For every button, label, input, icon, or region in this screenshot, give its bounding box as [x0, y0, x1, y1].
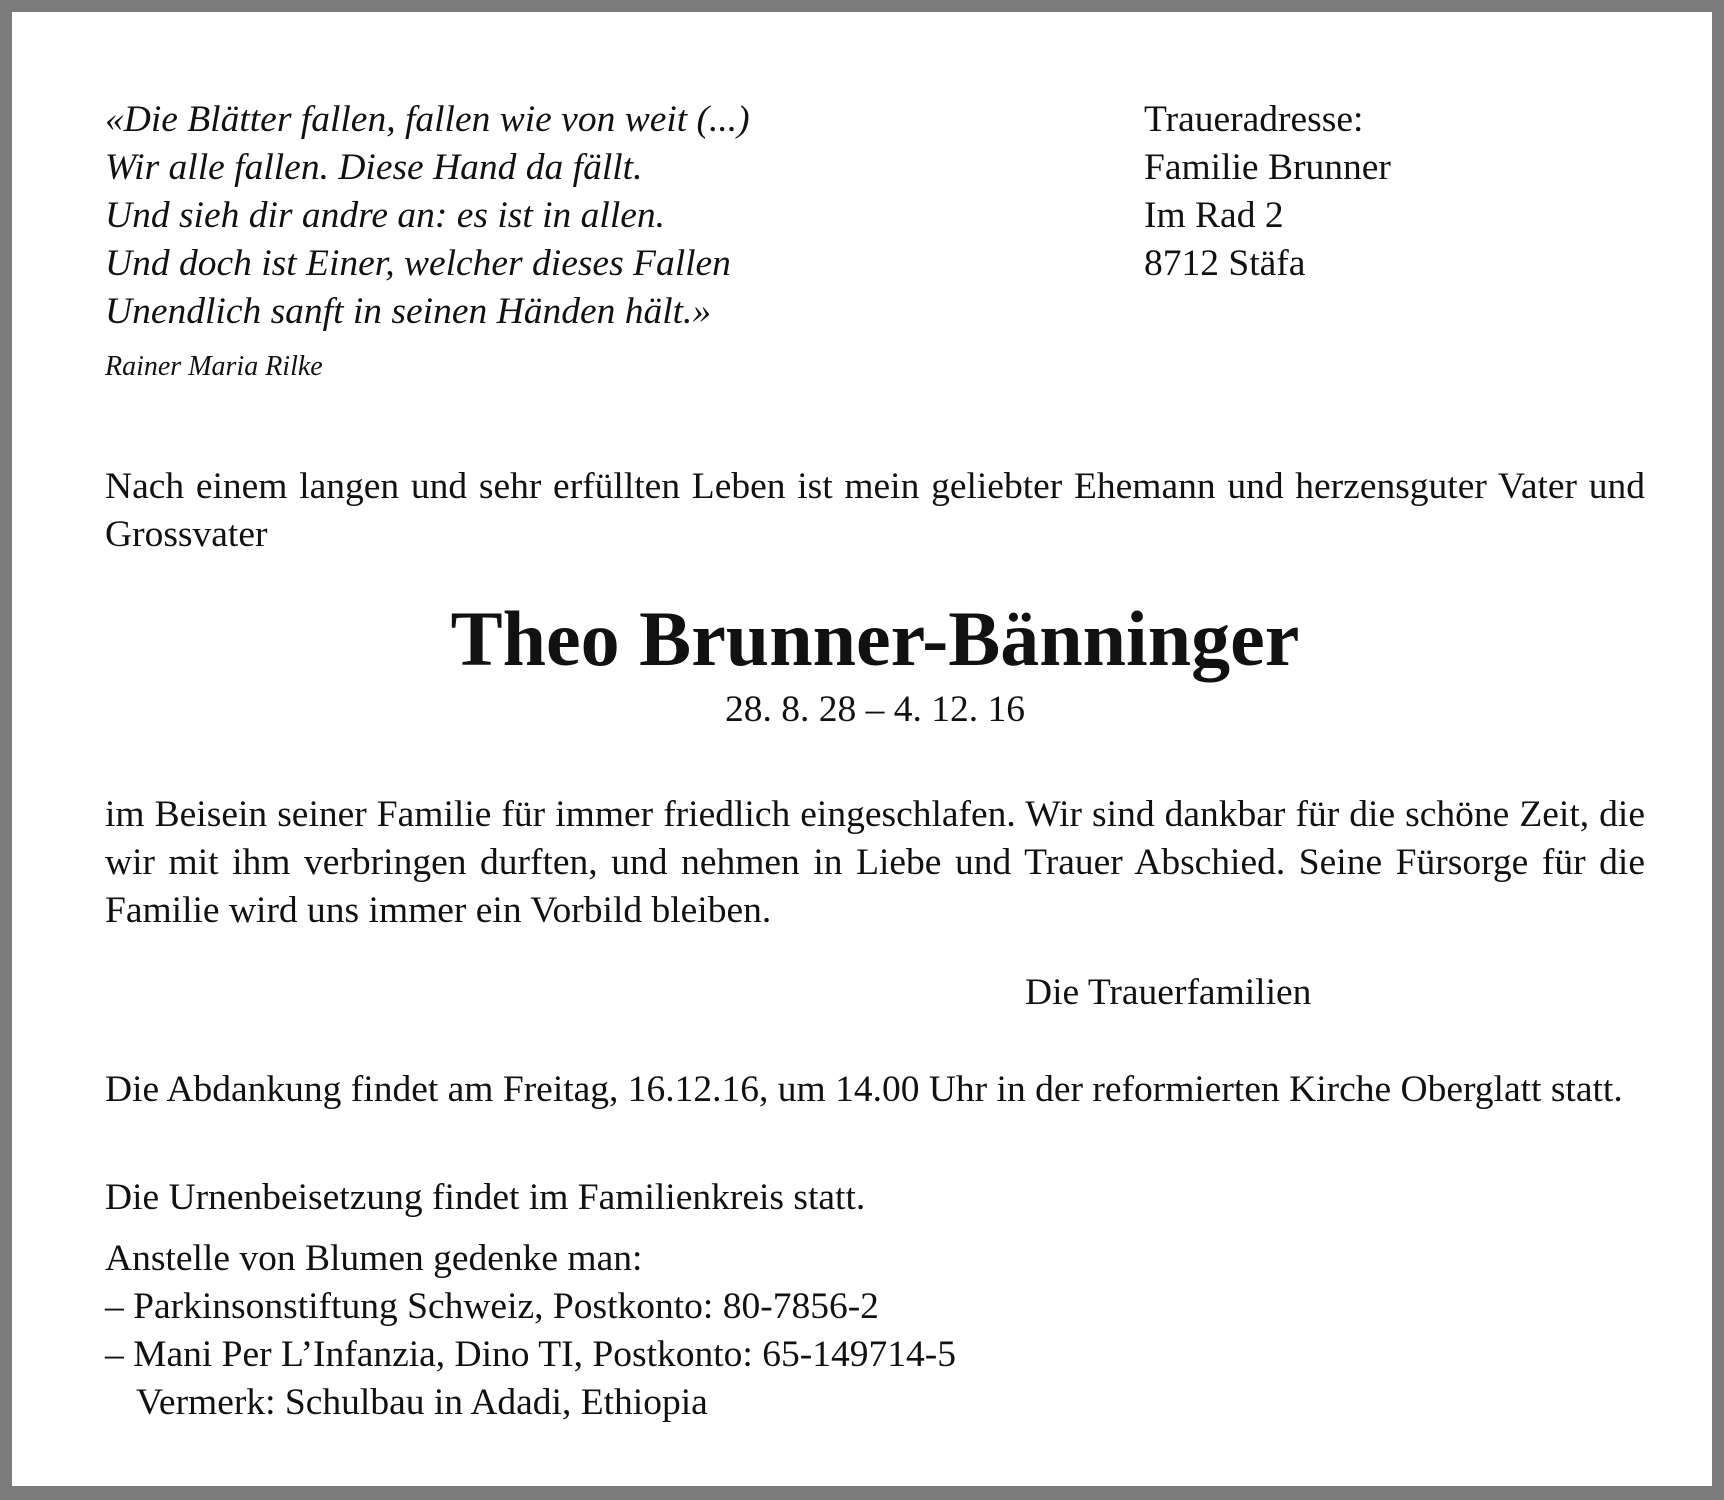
life-dates: 28. 8. 28 – 4. 12. 16	[725, 689, 1025, 730]
body-paragraph: im Beisein seiner Familie für immer friedlich eingeschlafen. Wir sind dankbar für die schöne Zeit, die wir mit ihm verbringen durften, und nehmen in Liebe und Trauer Abschied. Seine Fürsorge für die Familie wird uns immer ein Vorbild bleiben.	[105, 794, 1645, 931]
poem-line: «Die Blätter fallen, fallen wie von weit (...)	[105, 99, 750, 140]
poem-line: Und doch ist Einer, welcher dieses Fallen	[105, 243, 731, 284]
donation-item: – Parkinsonstiftung Schweiz, Postkonto: 80-7856-2	[105, 1286, 879, 1327]
address-line: Familie Brunner	[1144, 147, 1391, 188]
donation-section	[105, 1235, 956, 1427]
address-line: Im Rad 2	[1144, 195, 1284, 236]
signoff: Die Trauerfamilien	[1025, 972, 1312, 1013]
poem-line: Und sieh dir andre an: es ist in allen.	[105, 195, 666, 236]
intro-paragraph: Nach einem langen und sehr erfüllten Leben ist mein geliebter Ehemann und herzensguter Vater und Grossvater	[105, 466, 1645, 555]
donation-item: – Mani Per L’Infanzia, Dino TI, Postkonto: 65-149714-5	[105, 1334, 956, 1375]
poem-line: Wir alle fallen. Diese Hand da fällt.	[105, 147, 643, 188]
mourning-address	[1144, 96, 1391, 288]
deceased-name: Theo Brunner-Bänninger	[450, 595, 1300, 682]
donation-note: Vermerk: Schulbau in Adadi, Ethiopia	[136, 1382, 708, 1423]
address-heading: Traueradresse:	[1144, 99, 1364, 140]
service-paragraph: Die Abdankung findet am Freitag, 16.12.16, um 14.00 Uhr in der reformierten Kirche Oberglatt statt.	[105, 1069, 1623, 1110]
urn-paragraph: Die Urnenbeisetzung findet im Familienkreis statt.	[105, 1177, 866, 1218]
donation-heading: Anstelle von Blumen gedenke man:	[105, 1238, 643, 1279]
poem-author: Rainer Maria Rilke	[105, 351, 323, 382]
rilke-poem	[105, 96, 750, 336]
address-line: 8712 Stäfa	[1144, 243, 1306, 284]
poem-line: Unendlich sanft in seinen Händen hält.»	[105, 291, 712, 332]
